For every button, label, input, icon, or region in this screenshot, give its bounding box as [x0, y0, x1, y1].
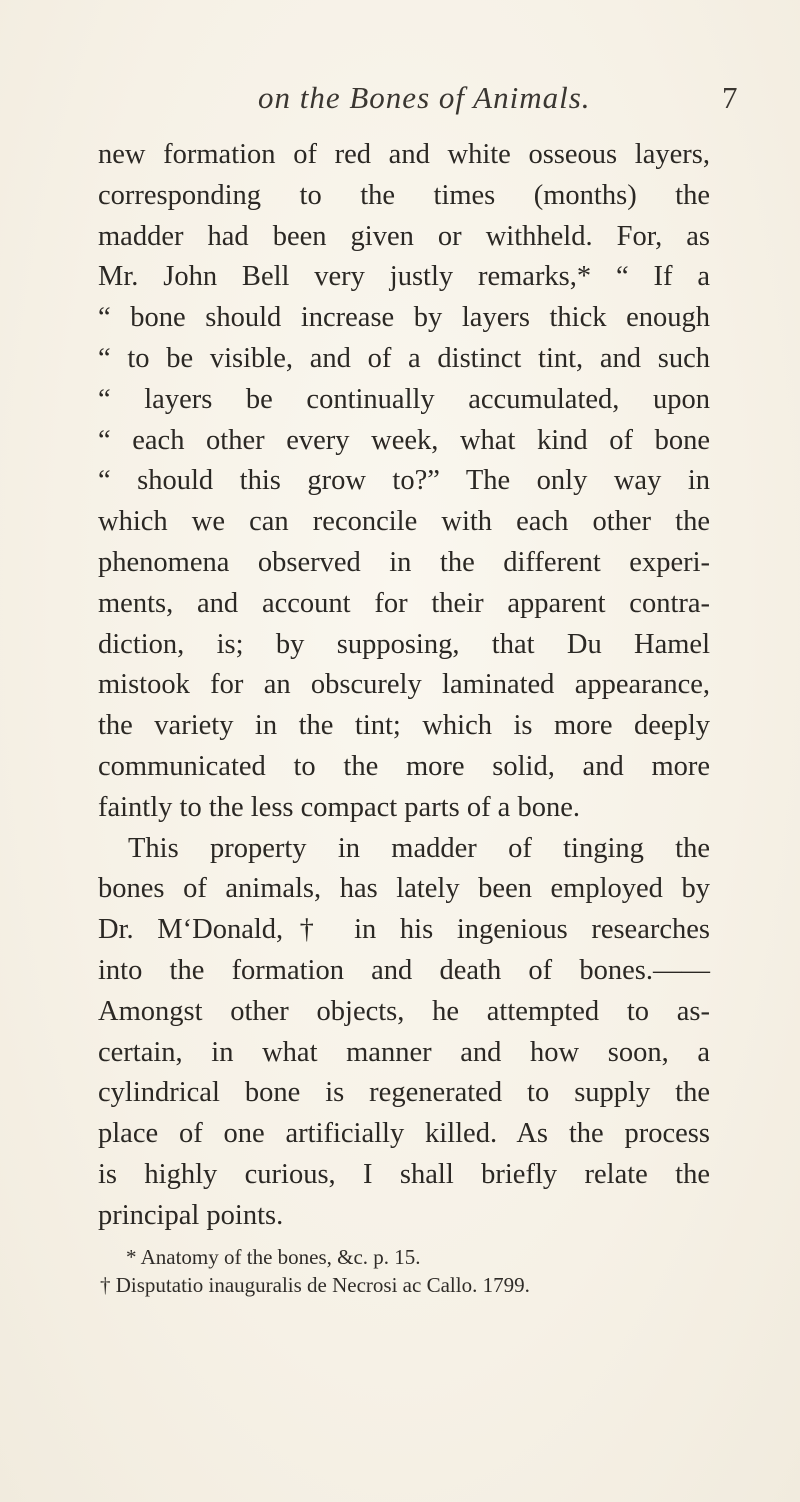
- text-line: place of one artificially killed. As the process: [98, 1118, 710, 1150]
- text-line: phenomena observed in the different experi-: [98, 546, 710, 578]
- text-line: Amongst other objects, he attempted to as-: [98, 995, 710, 1027]
- text-line: Dr. M‘Donald,† in his ingenious researches: [98, 914, 710, 946]
- text-line: the variety in the tint; which is more deeply: [98, 710, 710, 742]
- text-line: principal points.: [98, 1199, 284, 1231]
- text-line: into the formation and death of bones.——: [98, 954, 710, 986]
- text-line: This property in madder of tinging the: [128, 832, 710, 864]
- footnote-disputatio: † Disputatio inauguralis de Necrosi ac Callo. 1799.: [100, 1273, 530, 1297]
- text-line: madder had been given or withheld. For, as: [98, 220, 710, 252]
- page-number: 7: [722, 80, 738, 115]
- text-line: “ each other every week, what kind of bone: [98, 424, 710, 456]
- text-line: “ layers be continually accumulated, upon: [98, 383, 710, 415]
- text-line: cylindrical bone is regenerated to supply the: [98, 1077, 710, 1109]
- running-title: on the Bones of Animals.: [258, 80, 591, 115]
- text-line: new formation of red and white osseous layers,: [98, 139, 710, 170]
- footnotes: [98, 1243, 738, 1299]
- footnote-anatomy: * Anatomy of the bones, &c. p. 15.: [126, 1245, 421, 1269]
- text-line: “ should this grow to?” The only way in: [98, 465, 710, 497]
- running-head: [0, 80, 800, 124]
- text-line: diction, is; by supposing, that Du Hamel: [98, 628, 710, 660]
- text-line: ments, and account for their apparent contra-: [98, 587, 710, 619]
- body-text: [98, 135, 710, 1237]
- text-line: mistook for an obscurely laminated appearance,: [98, 669, 710, 701]
- text-line: “ bone should increase by layers thick enough: [98, 302, 710, 334]
- text-line: bones of animals, has lately been employed by: [98, 873, 710, 905]
- text-line: “ to be visible, and of a distinct tint, and such: [98, 342, 710, 374]
- text-line: which we can reconcile with each other the: [98, 506, 710, 538]
- text-line: faintly to the less compact parts of a bone.: [98, 791, 580, 823]
- text-line: Mr. John Bell very justly remarks,* “ If a: [98, 261, 710, 293]
- text-line: is highly curious, I shall briefly relate the: [98, 1158, 710, 1190]
- text-line: certain, in what manner and how soon, a: [98, 1036, 710, 1068]
- text-line: corresponding to the times (months) the: [98, 179, 710, 211]
- text-line: communicated to the more solid, and more: [98, 750, 710, 782]
